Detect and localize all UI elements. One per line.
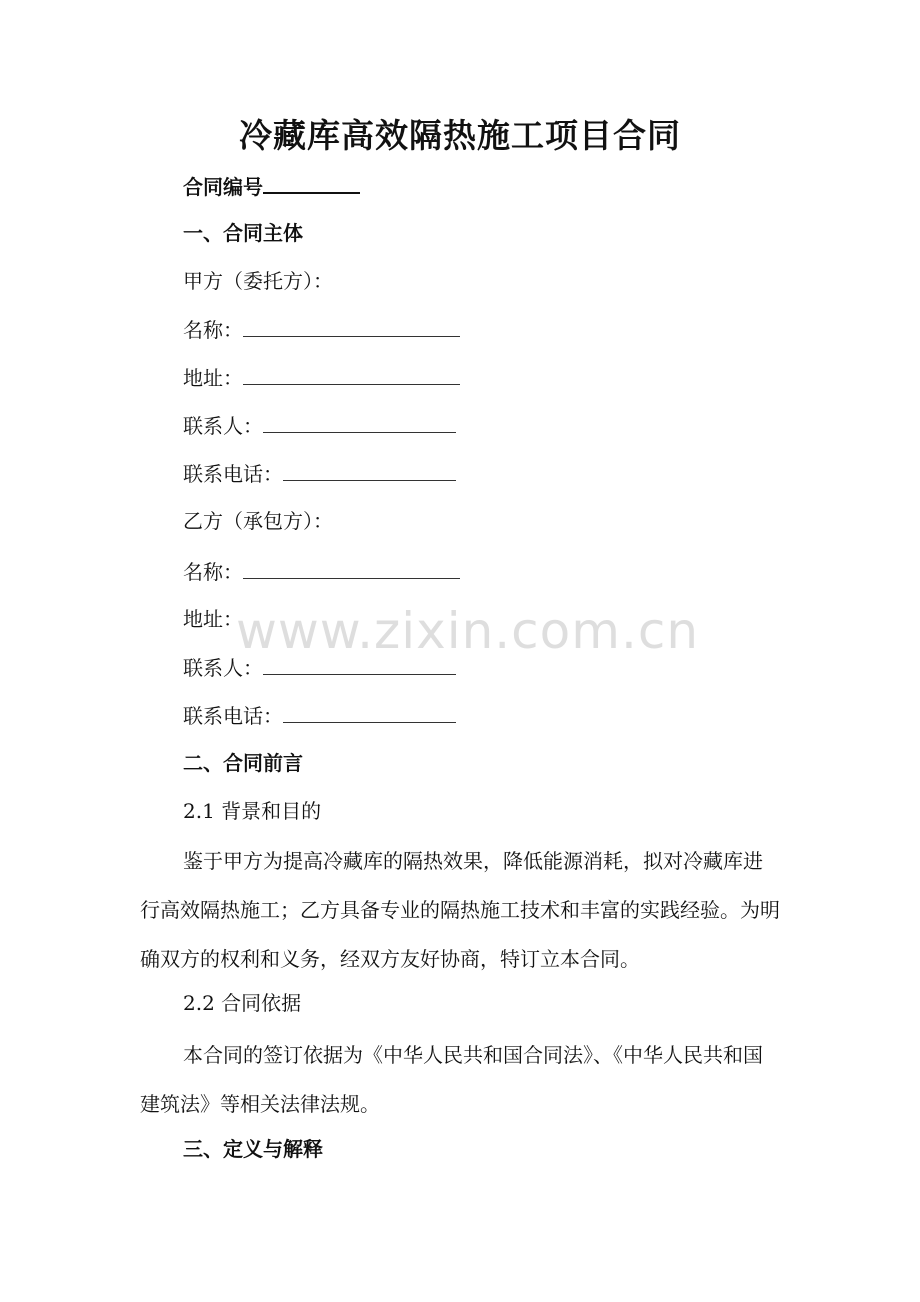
- party-b-contact-label: 联系人：: [183, 656, 263, 680]
- party-b-name-blank[interactable]: [243, 556, 460, 579]
- party-a-address-line: [183, 362, 460, 393]
- party-b-contact-blank[interactable]: [263, 652, 456, 675]
- party-b-label: 乙方（承包方）：: [183, 509, 333, 533]
- section2-sub2-paragraph: [140, 1031, 782, 1129]
- party-a-contact-line: [183, 410, 456, 441]
- document-title: 冷藏库高效隔热施工项目合同: [239, 116, 681, 155]
- party-b-address-line: [183, 604, 243, 634]
- section2-sub2-heading: 2.2 合同依据: [183, 991, 302, 1015]
- section1-heading: 一、合同主体: [183, 221, 303, 245]
- party-a-phone-line: [183, 458, 456, 489]
- party-b-phone-blank[interactable]: [283, 700, 456, 723]
- party-a-phone-label: 联系电话：: [183, 462, 283, 486]
- party-a-label: 甲方（委托方）：: [183, 269, 333, 293]
- section2-sub2-text: 本合同的签订依据为《中华人民共和国合同法》、《中华人民共和国建筑法》等相关法律法规。: [140, 1043, 763, 1116]
- party-b-name-label: 名称：: [183, 560, 243, 584]
- party-a-address-label: 地址：: [183, 366, 243, 390]
- party-a-name-line: [183, 314, 460, 345]
- party-a-name-blank[interactable]: [243, 314, 460, 337]
- party-a-address-blank[interactable]: [243, 362, 460, 385]
- contract-number-label: 合同编号: [183, 175, 263, 199]
- party-b-phone-label: 联系电话：: [183, 704, 283, 728]
- contract-number-blank[interactable]: [263, 170, 360, 194]
- party-b-address-label: 地址：: [183, 607, 243, 631]
- party-a-name-label: 名称：: [183, 318, 243, 342]
- section2-sub1-paragraph: [140, 837, 782, 984]
- party-a-phone-blank[interactable]: [283, 458, 456, 481]
- party-b-phone-line: [183, 700, 456, 731]
- section3-heading: 三、定义与解释: [183, 1137, 323, 1161]
- section2-sub1-heading: 2.1 背景和目的: [183, 799, 322, 823]
- contract-number-line: [183, 170, 360, 202]
- party-b-name-line: [183, 556, 460, 587]
- party-b-contact-line: [183, 652, 456, 683]
- party-a-contact-blank[interactable]: [263, 410, 456, 433]
- section2-heading: 二、合同前言: [183, 751, 303, 775]
- party-a-contact-label: 联系人：: [183, 414, 263, 438]
- watermark: www.zixin.com.cn: [236, 602, 700, 660]
- section2-sub1-text: 鉴于甲方为提高冷藏库的隔热效果，降低能源消耗，拟对冷藏库进行高效隔热施工；乙方具备专业的隔热施工技术和丰富的实践经验。为明确双方的权利和义务，经双方友好协商，特订立本合同。: [140, 849, 780, 971]
